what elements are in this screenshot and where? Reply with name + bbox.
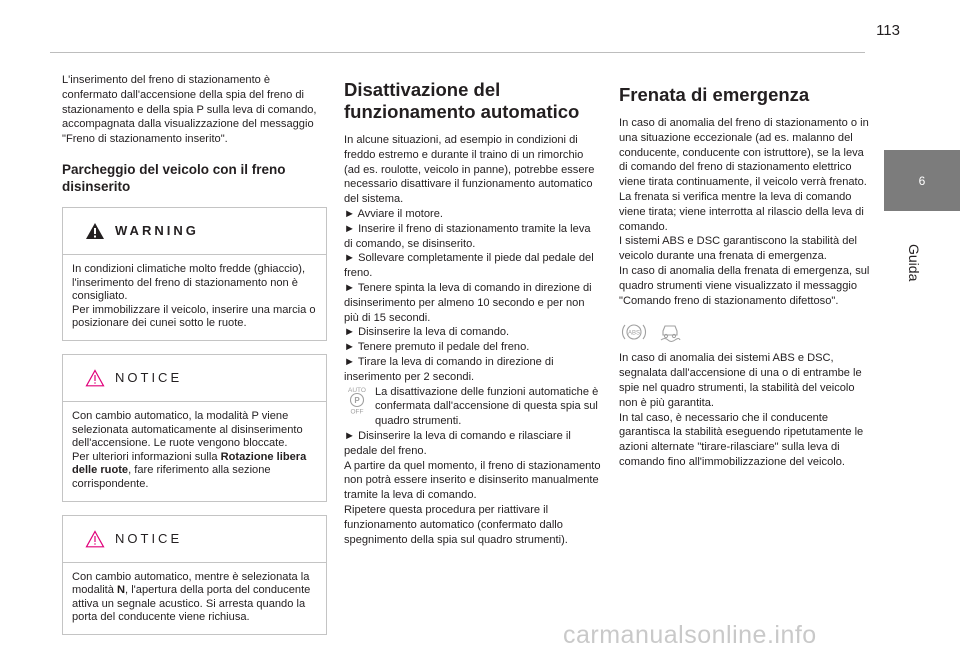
step-text: Sollevare completamente il piede dal pedale del freno. [344,252,594,280]
notice-box-2 [62,515,327,635]
warning-body [63,255,326,340]
auto-off-icon-bottom: OFF [350,408,364,415]
step-arrow-icon: ► [344,281,355,294]
auto-off-icon-top: AUTO [348,386,366,394]
step-arrow-icon: ► [344,429,355,442]
watermark: carmanualsonline.info [563,621,817,649]
header-rule [50,52,865,53]
notice-label-1: NOTICE [115,370,183,386]
warning-icon [85,222,105,240]
step-item [344,355,602,385]
step-text: Disinserire la leva di comando e rilasciare il pedale del freno. [344,429,571,457]
column-middle [344,73,602,547]
notice-1-text-1: Con cambio automatico, la modalità P viene selezionata automaticamente al disinserimento dell'accensione. Le ruote vengono bloccate. [72,409,303,450]
page-number: 113 [876,22,900,39]
auto-off-icon [344,385,370,415]
step-text: Avviare il motore. [357,207,443,220]
step-text: Inserire il freno di stazionamento tramite la leva di comando, se disinserito. [344,222,591,250]
emergency-para-4: In caso di anomalia dei sistemi ABS e DSC, segnalata dall'accensione di una o di entrambe le spie nel quadro strumenti, la stabilità del veicolo non è più garantita. [619,352,862,409]
step-item [344,340,602,355]
emergency-para-5: In tal caso, è necessario che il conducente garantisca la stabilità eseguendo ripetutamente le azioni alternate "tirare-rilasciare" sulla leva di comando fino all'immobilizzazione del veicolo. [619,411,864,468]
warning-text-2: Per immobilizzare il veicolo, inserire una marcia o posizionare dei cunei sotto le ruote. [72,303,316,330]
step-item [344,429,602,459]
parking-heading: Parcheggio del veicolo con il freno disinserito [62,161,286,194]
step-arrow-icon: ► [344,207,355,220]
step-item [344,207,602,222]
deactivation-outro-1: A partire da quel momento, il freno di stazionamento non potrà essere inserito e disinserito manualmente tramite la leva di comando. [344,459,601,502]
notice-2-text-c: , l'apertura della porta del conducente attiva un segnale acustico. Si arresta quando la porta del conducente viene richiusa. [72,584,311,624]
auto-off-note [344,385,602,429]
warning-header [63,208,326,255]
dsc-warning-icon [657,321,683,343]
notice-header-1 [63,355,326,402]
step-item [344,222,602,252]
emergency-heading: Frenata di emergenza [619,84,810,105]
column-left [62,73,327,648]
warning-box [62,207,327,341]
notice-icon [85,530,105,548]
brake-engaged-paragraph: L'inserimento del freno di stazionamento è confermato dall'accensione della spia del freno di stazionamento e della spia P sulla leva di comando, accompagnata dalla visualizzazione del messaggio "Freno di stazionamento inserito". [62,74,317,146]
column-right [619,73,873,470]
deactivation-heading: Disattivazione del funzionamento automatico [344,79,580,122]
notice-body-1 [63,402,326,501]
notice-1-bold-link: Rotazione libera delle ruote [72,450,307,477]
step-arrow-icon: ► [344,326,355,339]
deactivation-steps [344,207,602,385]
emergency-para-3: In caso di anomalia della frenata di emergenza, sul quadro strumenti viene visualizzato il messaggio "Comando freno di stazionamento difettoso". [619,264,870,307]
step-text: Disinserire la leva di comando. [358,326,510,339]
chapter-tab[interactable]: 6 [884,150,960,211]
notice-box-1 [62,354,327,502]
notice-icon [85,369,105,387]
step-item [344,251,602,281]
deactivation-intro: In alcune situazioni, ad esempio in condizioni di freddo estremo e durante il traino di un rimorchio (ad es. roulotte, veicolo in panne), potrebbe essere necessario disattivare il funzionamento automatico del sistema. [344,134,595,206]
abs-icon-label: ABS [627,330,641,337]
notice-body-2 [63,563,326,634]
abs-warning-icon [621,321,647,343]
deactivation-outro-2: Ripetere questa procedura per riattivare il funzionamento automatico (confermato dallo spegnimento della spia sul quadro strumenti). [344,503,568,546]
notice-1-text-2c: , fare riferimento alla sezione corrispondente. [72,464,271,490]
step-text: Tenere premuto il pedale del freno. [357,341,530,354]
notice-2-text-a: Con cambio automatico, mentre è selezionata la modalità [72,570,310,597]
notice-1-text-2a: Per ulteriori informazioni sulla [72,450,221,463]
step-item [344,325,602,340]
step-text: Tirare la leva di comando in direzione di inserimento per 2 secondi. [344,355,554,383]
notice-header-2 [63,516,326,563]
step-arrow-icon: ► [344,252,355,265]
step-arrow-icon: ► [344,341,355,354]
emergency-para-2: I sistemi ABS e DSC garantiscono la stabilità del veicolo durante una frenata di emergenza. [619,235,858,263]
notice-2-text-b: N [117,584,126,597]
warning-text-1: In condizioni climatiche molto fredde (ghiaccio), l'inserimento del freno di stazionamento non è consigliato. [72,262,306,303]
auto-off-text: La disattivazione delle funzioni automatiche è confermata dall'accensione di questa spia sul quadro strumenti. [375,385,599,428]
deactivation-steps-final [344,429,602,459]
emergency-para-1: In caso di anomalia del freno di stazionamento o in una situazione eccezionale (ad es. malanno del conducente, conducente con istruttore), se la leva di comando del freno di stazionamento elettrico viene tirata continuamente, il veicolo verrà frenato. La frenata si verifica mentre la leva di comando viene tirata; viene interrotta al rilascio della leva di comando. [619,117,869,233]
step-arrow-icon: ► [344,355,355,368]
svg-text:P: P [354,395,360,405]
step-item [344,281,602,325]
notice-1-text-2 [72,451,317,492]
warning-lamps-row [621,321,873,343]
step-text: Tenere spinta la leva di comando in direzione di disinserimento per almeno 10 secondo e per non più di 15 secondi. [344,281,592,324]
warning-label: WARNING [115,223,199,239]
notice-label-2: NOTICE [115,531,183,547]
chapter-title: Guida [906,244,922,282]
step-arrow-icon: ► [344,222,355,235]
